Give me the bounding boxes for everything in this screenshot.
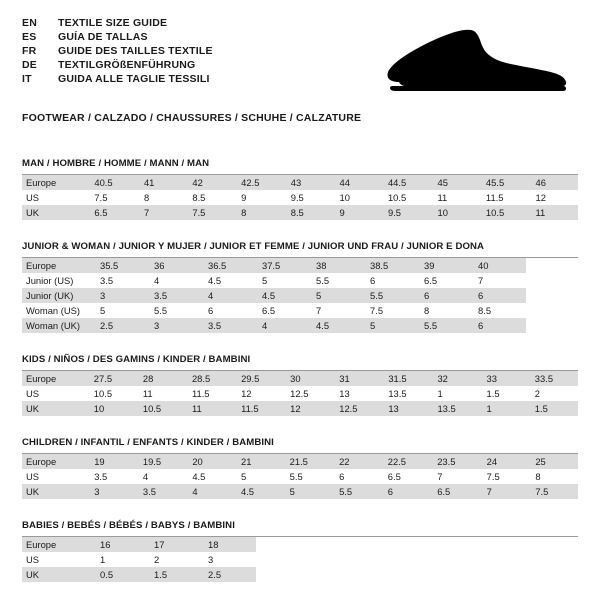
cell: 17 — [148, 537, 202, 552]
cell: 4 — [142, 471, 149, 482]
cell: 6 — [382, 484, 431, 499]
block-title: MAN / HOMBRE / HOMME / MANN / MAN — [22, 158, 210, 169]
cell: 5.5 — [154, 305, 168, 316]
language-code: IT — [22, 73, 32, 85]
cell: 2.5 — [202, 567, 256, 582]
row-label: Europe — [22, 371, 88, 386]
cell: 6.5 — [387, 471, 401, 482]
cell: 11.5 — [235, 401, 284, 416]
language-row — [22, 32, 213, 46]
cell: 28 — [137, 371, 186, 386]
table-row — [22, 401, 578, 416]
row-label: UK — [22, 401, 88, 416]
row-label: Europe — [22, 258, 94, 273]
cell: 8 — [424, 305, 430, 316]
block-title: KIDS / NIÑOS / DES GAMINS / KINDER / BAMBINI — [22, 354, 251, 365]
cell: 9.5 — [382, 205, 432, 220]
table-row — [22, 190, 578, 205]
cell: 30 — [284, 371, 333, 386]
cell: 3.5 — [202, 318, 256, 333]
cell: 40 — [472, 258, 526, 273]
table-row — [22, 552, 256, 567]
cell: 31.5 — [382, 371, 431, 386]
row-label: UK — [22, 484, 88, 499]
cell: 1 — [481, 401, 529, 416]
cell: 13.5 — [431, 401, 480, 416]
cell: 3 — [148, 318, 202, 333]
cell: 11.5 — [485, 192, 504, 203]
cell: 43 — [285, 175, 334, 190]
cell: 5 — [100, 305, 106, 316]
table-row — [22, 484, 578, 499]
cell: 12 — [284, 401, 333, 416]
cell: 11 — [437, 192, 448, 203]
cell: 18 — [202, 537, 256, 552]
size-block-junior-woman — [22, 241, 578, 333]
cell: 9 — [241, 192, 247, 203]
cell: 46 — [530, 175, 579, 190]
language-code: DE — [22, 59, 37, 71]
cell: 6.5 — [262, 305, 276, 316]
cell: 11 — [186, 401, 235, 416]
size-block-children — [22, 437, 578, 499]
cell: 1 — [100, 554, 106, 565]
cell: 37.5 — [256, 258, 310, 273]
cell: 6 — [472, 318, 526, 333]
cell: 3 — [208, 554, 214, 565]
cell: 3.5 — [100, 275, 114, 286]
language-title: TEXTILGRÖßENFÜHRUNG — [58, 59, 196, 71]
cell: 12.5 — [290, 388, 309, 399]
cell: 6 — [208, 305, 214, 316]
table-row — [22, 537, 256, 552]
cell: 13 — [339, 388, 350, 399]
cell: 10 — [432, 205, 480, 220]
cell: 38 — [310, 258, 364, 273]
row-label: UK — [22, 567, 94, 582]
cell: 5 — [262, 275, 268, 286]
cell: 12 — [241, 388, 252, 399]
cell: 4 — [202, 288, 256, 303]
cell: 11 — [142, 388, 153, 399]
row-label: Woman (US) — [26, 305, 81, 316]
cell: 0.5 — [94, 567, 148, 582]
size-block-man — [22, 158, 578, 220]
cell: 23.5 — [431, 454, 480, 469]
cell: 5.5 — [333, 484, 382, 499]
cell: 19 — [88, 454, 137, 469]
cell: 2 — [534, 388, 540, 399]
block-title: BABIES / BEBÉS / BÉBÉS / BABYS / BAMBINI — [22, 520, 235, 531]
row-label: US — [26, 388, 40, 399]
cell: 19.5 — [137, 454, 186, 469]
size-block-babies — [22, 520, 578, 582]
cell: 10 — [88, 401, 137, 416]
cell: 4 — [256, 318, 310, 333]
row-label: Europe — [22, 454, 88, 469]
cell: 9.5 — [290, 192, 304, 203]
language-title-list-body — [22, 18, 213, 88]
cell: 12.5 — [333, 401, 382, 416]
cell: 7.5 — [486, 471, 500, 482]
cell: 4.5 — [192, 471, 206, 482]
cell: 3 — [88, 484, 137, 499]
cell: 5.5 — [316, 275, 330, 286]
language-row — [22, 46, 213, 60]
cell: 7 — [437, 471, 443, 482]
row-label: Junior (US) — [26, 275, 74, 286]
cell: 1.5 — [486, 388, 500, 399]
cell: 4.5 — [235, 484, 284, 499]
language-title: TEXTILE SIZE GUIDE — [58, 17, 168, 29]
cell: 44.5 — [382, 175, 432, 190]
language-title: GUÍA DE TALLAS — [58, 31, 148, 43]
size-table-kids — [22, 371, 578, 416]
language-code: ES — [22, 31, 37, 43]
row-label: US — [26, 192, 40, 203]
cell: 4.5 — [310, 318, 364, 333]
cell: 16 — [94, 537, 148, 552]
cell: 7 — [478, 275, 484, 286]
row-label: Europe — [22, 175, 88, 190]
cell: 8 — [535, 471, 541, 482]
row-label: UK — [22, 205, 88, 220]
cell: 21.5 — [284, 454, 333, 469]
table-row — [22, 318, 526, 333]
table-row — [22, 288, 526, 303]
cell: 44 — [334, 175, 382, 190]
size-table-babies — [22, 537, 256, 582]
cell: 10 — [339, 192, 350, 203]
cell: 8.5 — [478, 305, 492, 316]
table-row — [22, 454, 578, 469]
cell: 22 — [333, 454, 382, 469]
cell: 29.5 — [235, 371, 284, 386]
cell: 6.5 — [424, 275, 438, 286]
cell: 4.5 — [256, 288, 310, 303]
cell: 6 — [418, 288, 472, 303]
cell: 7.5 — [94, 192, 108, 203]
cell: 45.5 — [480, 175, 530, 190]
cell: 11.5 — [191, 388, 210, 399]
cell: 5.5 — [289, 471, 303, 482]
size-table-junior-woman — [22, 258, 526, 333]
language-code: EN — [22, 17, 37, 29]
table-row — [22, 567, 256, 582]
cell: 3 — [94, 288, 148, 303]
row-label: Junior (UK) — [22, 288, 94, 303]
cell: 12 — [535, 192, 546, 203]
cell: 39 — [418, 258, 472, 273]
table-row — [22, 175, 578, 190]
language-row — [22, 74, 213, 88]
cell: 1.5 — [529, 401, 578, 416]
table-row — [22, 386, 578, 401]
cell: 33.5 — [529, 371, 578, 386]
cell: 25 — [529, 454, 578, 469]
cell: 35.5 — [94, 258, 148, 273]
cell: 3.5 — [94, 471, 108, 482]
cell: 5 — [284, 484, 333, 499]
table-row — [22, 258, 526, 273]
cell: 27.5 — [88, 371, 137, 386]
cell: 6.5 — [88, 205, 138, 220]
cell: 6 — [339, 471, 345, 482]
cell: 7 — [481, 484, 530, 499]
language-title: GUIDA ALLE TAGLIE TESSILI — [58, 73, 210, 85]
cell: 5 — [364, 318, 418, 333]
cell: 1 — [437, 388, 443, 399]
cell: 5.5 — [364, 288, 418, 303]
cell: 10.5 — [387, 192, 407, 203]
language-title-list — [22, 18, 213, 88]
cell: 22.5 — [382, 454, 431, 469]
table-row — [22, 205, 578, 220]
cell: 40.5 — [88, 175, 138, 190]
cell: 1.5 — [148, 567, 202, 582]
cell: 3.5 — [148, 288, 202, 303]
cell: 8 — [143, 192, 150, 203]
cell: 6 — [472, 288, 526, 303]
cell: 5 — [240, 471, 247, 482]
cell: 28.5 — [186, 371, 235, 386]
language-row — [22, 18, 213, 32]
cell: 5.5 — [418, 318, 472, 333]
cell: 9 — [334, 205, 382, 220]
row-label: Woman (UK) — [22, 318, 94, 333]
cell: 36 — [148, 258, 202, 273]
cell: 8 — [235, 205, 285, 220]
cell: 13 — [382, 401, 431, 416]
table-row — [22, 273, 526, 288]
language-row — [22, 60, 213, 74]
cell: 7 — [316, 305, 322, 316]
language-title: GUIDE DES TAILLES TEXTILE — [58, 45, 213, 57]
cell: 33 — [481, 371, 529, 386]
cell: 11 — [530, 205, 579, 220]
dress-shoe-icon — [382, 18, 572, 102]
category-heading: FOOTWEAR / CALZADO / CHAUSSURES / SCHUHE / CALZATURE — [22, 112, 362, 124]
cell: 20 — [186, 454, 235, 469]
table-row — [22, 303, 526, 318]
table-row — [22, 469, 578, 484]
cell: 42.5 — [235, 175, 285, 190]
cell: 4 — [186, 484, 235, 499]
cell: 38.5 — [364, 258, 418, 273]
block-title: CHILDREN / INFANTIL / ENFANTS / KINDER / BAMBINI — [22, 437, 274, 448]
row-label: US — [26, 554, 40, 565]
cell: 24 — [481, 454, 530, 469]
cell: 2 — [154, 554, 160, 565]
cell: 31 — [333, 371, 382, 386]
cell: 7.5 — [529, 484, 578, 499]
cell: 5 — [310, 288, 364, 303]
cell: 36.5 — [202, 258, 256, 273]
language-code: FR — [22, 45, 37, 57]
cell: 2.5 — [94, 318, 148, 333]
block-title: JUNIOR & WOMAN / JUNIOR Y MUJER / JUNIOR ET FEMME / JUNIOR UND FRAU / JUNIOR E DONA — [22, 241, 485, 252]
size-block-kids — [22, 354, 578, 416]
document-header — [22, 18, 578, 102]
cell: 6 — [370, 275, 376, 286]
cell: 7.5 — [186, 205, 235, 220]
table-row — [22, 371, 578, 386]
cell: 10.5 — [93, 388, 113, 399]
cell: 21 — [235, 454, 284, 469]
cell: 4 — [154, 275, 160, 286]
cell: 10.5 — [480, 205, 530, 220]
cell: 8.5 — [285, 205, 334, 220]
cell: 42 — [186, 175, 235, 190]
cell: 8.5 — [192, 192, 206, 203]
size-table-man — [22, 175, 578, 220]
row-label: Europe — [22, 537, 94, 552]
size-table-children — [22, 454, 578, 499]
cell: 32 — [431, 371, 480, 386]
cell: 45 — [432, 175, 480, 190]
cell: 7.5 — [370, 305, 384, 316]
row-label: US — [26, 471, 40, 482]
cell: 6.5 — [431, 484, 480, 499]
cell: 3.5 — [137, 484, 186, 499]
cell: 13.5 — [388, 388, 407, 399]
cell: 41 — [138, 175, 186, 190]
cell: 10.5 — [137, 401, 186, 416]
cell: 7 — [138, 205, 186, 220]
cell: 4.5 — [208, 275, 222, 286]
